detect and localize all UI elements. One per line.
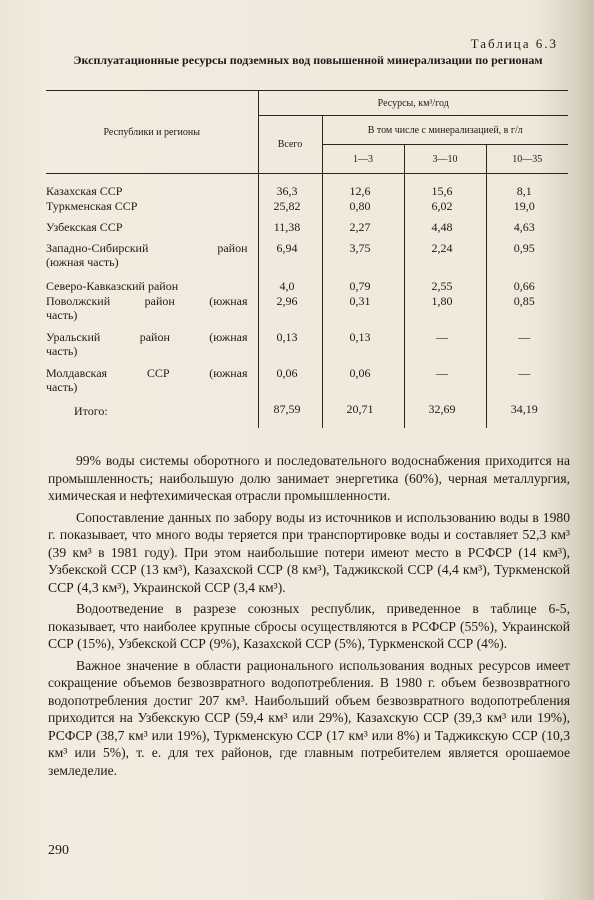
value-total: 11,38	[258, 220, 322, 241]
value-total: 2,96	[258, 294, 322, 330]
value-range-3: —	[486, 330, 568, 366]
header-mineralization: В том числе с минерализацией, в г/л	[322, 116, 568, 145]
region-name: Итого:	[74, 404, 108, 418]
table-row	[46, 241, 568, 275]
page-number: 290	[48, 843, 69, 858]
region-name-line1: Молдавская ССР (южная	[46, 366, 248, 380]
value-total: 87,59	[258, 398, 322, 428]
value-total: 0,13	[258, 330, 322, 366]
header-total: Всего	[258, 116, 322, 174]
value-range-2: 32,69	[404, 398, 486, 428]
value-range-2: —	[404, 366, 486, 398]
paragraph: 99% воды системы оборотного и последовательного водоснабжения приходится на промышленность; наибольшую долю занимает энергетика (60%), черная металлургия, химическая и нефтехимическая отрасли промышленности.	[48, 453, 570, 503]
value-range-1: 2,27	[322, 220, 404, 241]
region-name-line1: Поволжский район (южная	[46, 294, 248, 308]
body-text	[48, 452, 570, 783]
resources-table	[46, 90, 568, 428]
value-range-1: 0,13	[322, 330, 404, 366]
value-total: 25,82	[258, 199, 322, 220]
value-range-3: 8,1	[486, 174, 568, 200]
value-range-3: —	[486, 366, 568, 398]
value-total: 6,94	[258, 241, 322, 275]
value-range-2: 2,24	[404, 241, 486, 275]
value-total: 36,3	[258, 174, 322, 200]
value-total: 0,06	[258, 366, 322, 398]
region-name	[46, 294, 258, 330]
value-range-2: 2,55	[404, 275, 486, 294]
region-name: Узбекская ССР	[46, 220, 123, 234]
value-total: 4,0	[258, 275, 322, 294]
paragraph: Сопоставление данных по забору воды из источников и использованию воды в 1980 г. показывает, что много воды теряется при транспортировке воды и составляет 52,3 км³ (39 км³ в 1981 году). При этом наибольшие потери имеют место в РСФСР (14 км³), Узбекской ССР (13 км³), Казахской ССР (8 км³), Таджикской ССР (4,4 км³), Туркменской ССР (4,3 км³), Украинской ССР (3,4 км³).	[48, 509, 570, 595]
value-range-3: 0,85	[486, 294, 568, 330]
region-name-line2: часть)	[46, 308, 78, 322]
table-row	[46, 275, 568, 294]
header-resources: Ресурсы, км³/год	[258, 91, 568, 116]
value-range-3: 4,63	[486, 220, 568, 241]
header-range-3: 10—35	[486, 145, 568, 174]
value-range-2: 6,02	[404, 199, 486, 220]
table-row	[46, 366, 568, 398]
region-name: Северо-Кавказский район	[46, 279, 179, 293]
region-name: Туркменская ССР	[46, 199, 138, 213]
value-range-1: 0,79	[322, 275, 404, 294]
header-range-1: 1—3	[322, 145, 404, 174]
table-row	[46, 220, 568, 241]
value-range-2: —	[404, 330, 486, 366]
value-range-1: 0,80	[322, 199, 404, 220]
value-range-2: 4,48	[404, 220, 486, 241]
region-name-line1: Западно-Сибирский район	[46, 241, 248, 255]
value-range-1: 3,75	[322, 241, 404, 275]
region-name	[46, 241, 258, 275]
table-row	[46, 294, 568, 330]
table-row	[46, 330, 568, 366]
table-title: Эксплуатационные ресурсы подземных вод повышенной минерализации по регионам	[73, 53, 543, 67]
table-row	[46, 174, 568, 200]
value-range-3: 0,66	[486, 275, 568, 294]
value-range-2: 1,80	[404, 294, 486, 330]
paragraph: Важное значение в области рационального использования водных ресурсов имеет сокращение объемов безвозвратного водопотребления. В 1980 г. объем безвозвратного водопотребления достиг 207 км³. Наибольший объем безвозвратного водопотребления приходится на Узбекскую ССР (59,4 км³ или 29%), Казахскую ССР (39,3 км³ или 19%), РСФСР (38,7 км³ или 19%), Туркменскую ССР (17 км³ или 8%) и Таджикскую ССР (10,3 км³ или 5%), т. е. для тех районов, где главным потребителем является орошаемое земледелие.	[48, 657, 570, 778]
value-range-1: 20,71	[322, 398, 404, 428]
region-name-line2: часть)	[46, 380, 78, 394]
value-range-1: 0,06	[322, 366, 404, 398]
header-regions: Республики и регионы	[46, 91, 258, 174]
region-name	[46, 366, 258, 398]
value-range-2: 15,6	[404, 174, 486, 200]
value-range-3: 0,95	[486, 241, 568, 275]
value-range-3: 19,0	[486, 199, 568, 220]
region-name	[46, 330, 258, 366]
paragraph: Водоотведение в разрезе союзных республик, приведенное в таблице 6-5, показывает, что наиболее крупные сбросы осуществляются в РСФСР (55%), Украинской ССР (15%), Узбекской ССР (9%), Казахской ССР (5%), Туркменской ССР (4%).	[48, 601, 570, 651]
header-range-2: 3—10	[404, 145, 486, 174]
region-name-line2: часть)	[46, 344, 78, 358]
region-name-line1: Уральский район (южная	[46, 330, 248, 344]
region-name-line2: (южная часть)	[46, 255, 119, 269]
region-name: Казахская ССР	[46, 184, 123, 198]
value-range-3: 34,19	[486, 398, 568, 428]
value-range-1: 0,31	[322, 294, 404, 330]
table-number: Таблица 6.3	[470, 36, 558, 51]
table-row	[46, 199, 568, 220]
value-range-1: 12,6	[322, 174, 404, 200]
table-row-total	[46, 398, 568, 428]
